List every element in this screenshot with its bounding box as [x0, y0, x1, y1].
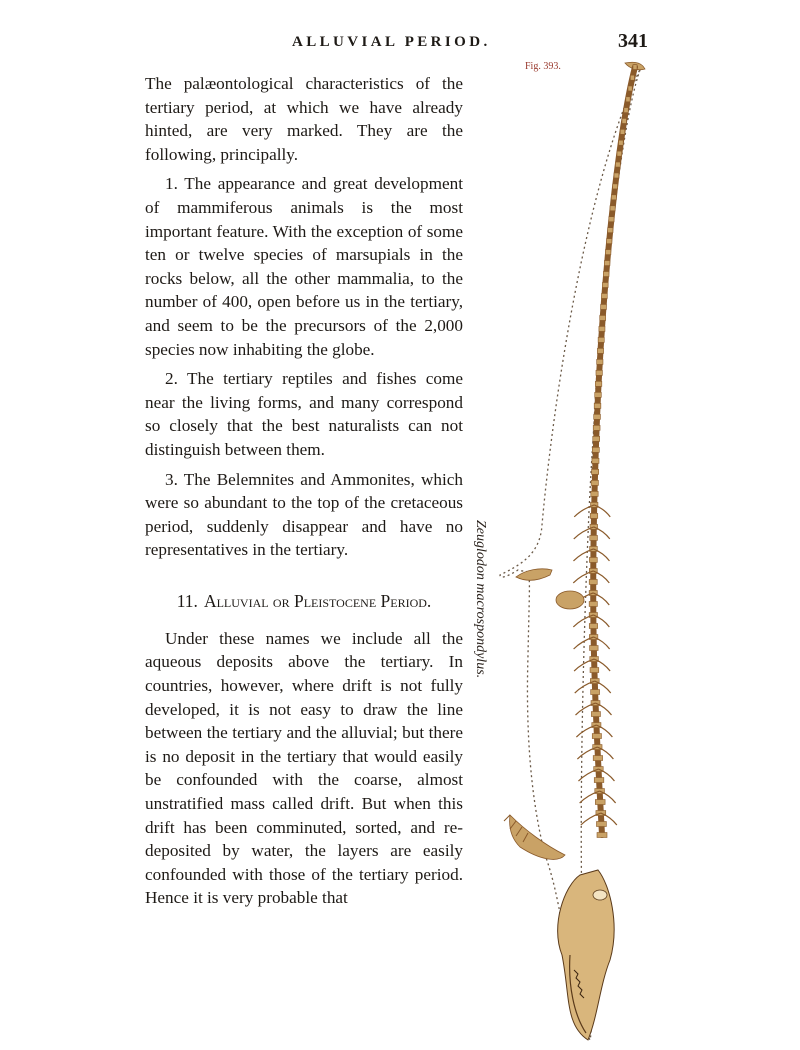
section-heading	[145, 590, 463, 613]
vertebra	[613, 184, 618, 189]
vertebra	[633, 65, 637, 70]
vertebra	[610, 206, 615, 211]
vertebra	[619, 140, 624, 145]
vertebra	[596, 822, 606, 827]
vertebra	[590, 668, 599, 673]
vertebra	[599, 326, 605, 331]
vertebra	[597, 359, 603, 364]
vertebra	[597, 348, 603, 353]
vertebra	[591, 690, 600, 695]
vertebra	[630, 75, 634, 80]
vertebra	[590, 646, 599, 651]
vertebra	[628, 86, 632, 91]
vertebra	[590, 513, 598, 518]
vertebra	[614, 173, 619, 178]
zeuglodon-skeleton-figure	[470, 55, 670, 1045]
figure-caption: Zeuglodon macrospondylus.	[473, 520, 488, 679]
figure-label: Fig. 393.	[525, 61, 561, 72]
scapula-bone	[556, 591, 584, 609]
section-title: Alluvial or Pleistocene Period.	[203, 590, 432, 611]
vertebra	[591, 480, 598, 485]
vertebra	[604, 261, 610, 266]
text-column	[145, 72, 463, 910]
vertebra	[594, 403, 601, 408]
vertebra	[589, 579, 597, 584]
vertebra	[595, 800, 605, 805]
vertebra	[592, 734, 601, 739]
vertebra	[590, 535, 598, 540]
vertebra	[609, 217, 614, 222]
running-head	[0, 28, 800, 58]
vertebra	[601, 293, 607, 298]
vertebra	[595, 381, 601, 386]
body-paragraph: 3. The Belemnites and Ammonites, which were so abundant to the top of the cretaceous period, suddenly disappear and have no representatives in the tertiary.	[145, 469, 463, 560]
vertebra	[593, 756, 602, 761]
body-paragraph: 2. The tertiary reptiles and fishes come near the living forms, and many correspond so closely that the best naturalists can not distinguish between them.	[145, 369, 463, 459]
vertebra	[601, 304, 607, 309]
vertebra	[596, 370, 602, 375]
body-paragraph: Under these names we include all the aqueous deposits above the tertiary. In countries, however, where drift is not fully developed, it is not easy to draw the line between the tertiary and the alluvial; but there is no deposit in the tertiary that would easily be confounded with the coarse, almost unstratified mass called drift. But when this drift has been comminuted, sorted, and redeposited by water, the layers are easily confounded with those of the tertiary period. Hence it is very probable that	[145, 628, 463, 908]
vertebra	[597, 833, 607, 838]
vertebra	[589, 623, 597, 628]
vertebra	[593, 436, 600, 441]
vertebra	[592, 469, 599, 474]
vertebra	[626, 97, 630, 102]
vertebra	[622, 118, 626, 123]
vertebra	[591, 491, 598, 496]
body-paragraph: The palæontological characteristics of the tertiary period, at which we have already hinted, are very marked. They are the following, principally.	[145, 74, 463, 164]
orbit	[593, 890, 607, 900]
vertebra	[611, 195, 616, 200]
vertebra	[591, 712, 600, 717]
vertebra	[607, 239, 612, 244]
vertebra	[592, 447, 599, 452]
vertebra	[589, 557, 597, 562]
vertebra	[605, 250, 610, 255]
vertebra	[602, 282, 608, 287]
vertebra	[620, 129, 625, 134]
vertebra	[589, 601, 597, 606]
vertebra	[603, 272, 609, 277]
body-paragraph: 1. The appearance and great development of mammiferous animals is the most important feature. With the exception of some ten or twelve species of marsupials in the rocks below, all the other mammalia, to the number of 400, open before us in the tertiary, and seem to be the precursors of the 2,000 species now inhabiting the globe.	[145, 174, 463, 359]
vertebra	[617, 151, 622, 156]
vertebra	[598, 337, 604, 342]
vertebra	[594, 414, 601, 419]
page-number: 341	[618, 30, 648, 52]
vertebra	[615, 162, 620, 167]
vertebra	[624, 108, 628, 113]
vertebra	[593, 425, 600, 430]
vertebra	[594, 778, 604, 783]
running-title: ALLUVIAL PERIOD.	[292, 34, 491, 50]
vertebra	[592, 458, 599, 463]
vertebra	[600, 315, 606, 320]
vertebra	[608, 228, 613, 233]
vertebra	[595, 392, 602, 397]
section-number: 11.	[176, 590, 198, 611]
skeleton-illustration	[470, 55, 670, 1045]
